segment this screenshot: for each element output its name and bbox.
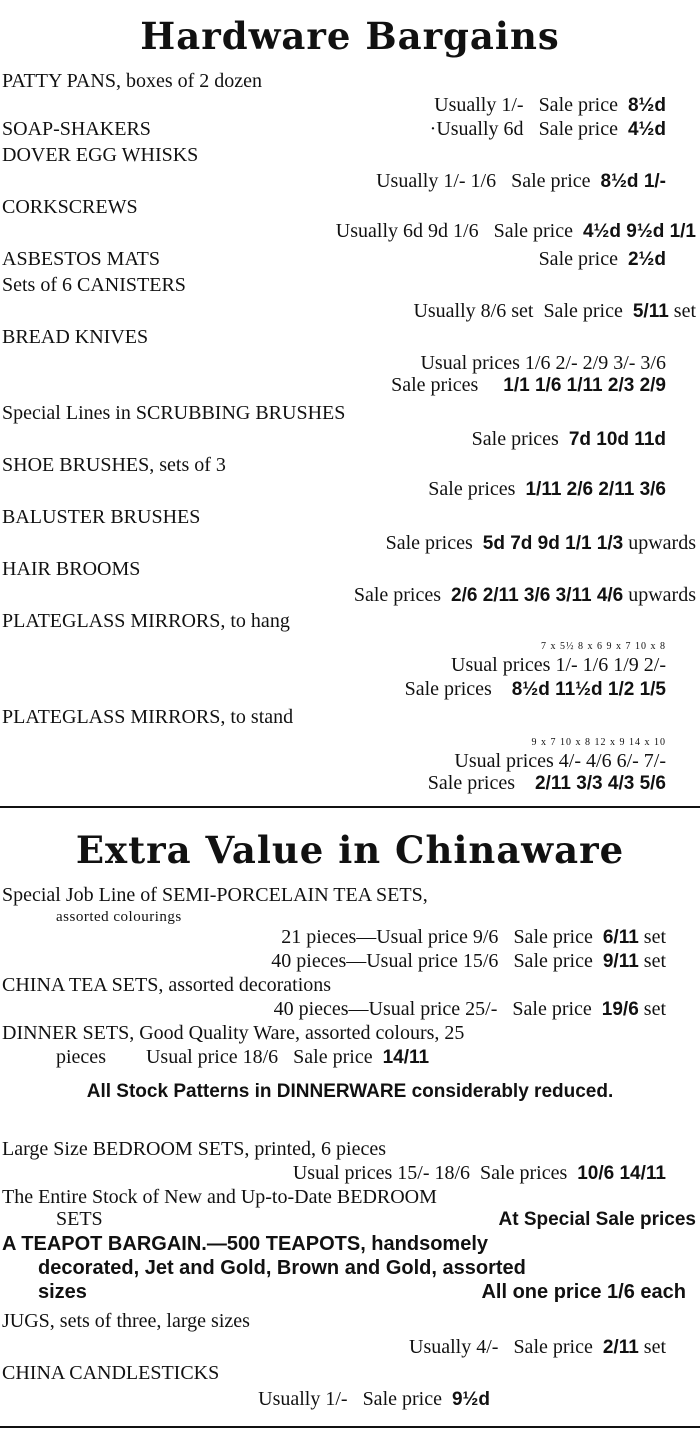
mirrors-hang-sizes: 7 x 5½ 8 x 6 9 x 7 10 x 8 bbox=[541, 641, 666, 652]
asbestos-mats-name: ASBESTOS MATS bbox=[2, 248, 161, 270]
dinner-sets-prices: pieces Usual price 18/6 Sale price 14/11 bbox=[56, 1046, 430, 1068]
candlesticks-name: CHINA CANDLESTICKS bbox=[2, 1362, 220, 1384]
mirrors-stand-name: PLATEGLASS MIRRORS, to stand bbox=[2, 706, 294, 728]
bedroom-sets-prices: Usual prices 15/- 18/6 Sale prices 10/6 14/11 bbox=[292, 1162, 666, 1184]
shoe-brushes-prices: Sale prices 1/11 2/6 2/11 3/6 bbox=[428, 478, 666, 500]
patty-pans-name: PATTY PANS, boxes of 2 dozen bbox=[2, 70, 263, 92]
entire-stock-cont: SETS bbox=[56, 1208, 103, 1230]
chinaware-title: Extra Value in Chinaware bbox=[75, 828, 625, 872]
hair-brooms-name: HAIR BROOMS bbox=[2, 558, 141, 580]
baluster-brushes-prices: Sale prices 5d 7d 9d 1/1 1/3 upwards bbox=[385, 532, 696, 554]
teapot-bargain-price: All one price 1/6 each bbox=[481, 1281, 686, 1303]
mirrors-hang-usual: Usual prices 1/- 1/6 1/9 2/- bbox=[451, 654, 666, 676]
teapot-bargain-line1: A TEAPOT BARGAIN.—500 TEAPOTS, handsomely bbox=[2, 1233, 489, 1255]
bread-knives-usual: Usual prices 1/6 2/- 2/9 3/- 3/6 bbox=[420, 352, 666, 374]
mirrors-stand-sale: Sale prices 2/11 3/3 4/3 5/6 bbox=[427, 772, 666, 794]
mirrors-hang-name: PLATEGLASS MIRRORS, to hang bbox=[2, 610, 290, 632]
baluster-brushes-name: BALUSTER BRUSHES bbox=[2, 506, 201, 528]
mirrors-stand-sizes: 9 x 7 10 x 8 12 x 9 14 x 10 bbox=[531, 737, 666, 748]
section-divider bbox=[0, 806, 700, 808]
shoe-brushes-name: SHOE BRUSHES, sets of 3 bbox=[2, 454, 226, 476]
semi-porcelain-21: 21 pieces—Usual price 9/6 Sale price 6/11 set bbox=[281, 926, 666, 948]
candlesticks-prices: Usually 1/- Sale price 9½d bbox=[258, 1388, 490, 1410]
teapot-bargain-line2: decorated, Jet and Gold, Brown and Gold, assorted bbox=[38, 1257, 526, 1279]
bottom-rule bbox=[0, 1426, 700, 1428]
china-tea-sets-name: CHINA TEA SETS, assorted decorations bbox=[2, 974, 332, 996]
patty-pans-prices: Usually 1/- Sale price 8½d bbox=[434, 94, 666, 116]
corkscrews-prices: Usually 6d 9d 1/6 Sale price 4½d 9½d 1/1 bbox=[335, 220, 696, 242]
dinnerware-notice: All Stock Patterns in DINNERWARE considerably reduced. bbox=[86, 1081, 614, 1102]
bread-knives-name: BREAD KNIVES bbox=[2, 326, 149, 348]
egg-whisks-name: DOVER EGG WHISKS bbox=[2, 144, 199, 166]
mirrors-hang-sale: Sale prices 8½d 11½d 1/2 1/5 bbox=[404, 678, 666, 700]
scrubbing-brushes-name: Special Lines in SCRUBBING BRUSHES bbox=[2, 402, 346, 424]
bread-knives-sale: Sale prices 1/1 1/6 1/11 2/3 2/9 bbox=[391, 374, 666, 396]
bedroom-sets-name: Large Size BEDROOM SETS, printed, 6 pieces bbox=[2, 1138, 387, 1160]
soap-shakers-name: SOAP-SHAKERS bbox=[2, 118, 151, 140]
semi-porcelain-sub: assorted colourings bbox=[56, 909, 182, 925]
canisters-name: Sets of 6 CANISTERS bbox=[2, 274, 186, 296]
hardware-title: Hardware Bargains bbox=[140, 14, 560, 58]
china-tea-sets-prices: 40 pieces—Usual price 25/- Sale price 19/6 set bbox=[273, 998, 666, 1020]
jugs-prices: Usually 4/- Sale price 2/11 set bbox=[409, 1336, 666, 1358]
corkscrews-name: CORKSCREWS bbox=[2, 196, 138, 218]
egg-whisks-prices: Usually 1/- 1/6 Sale price 8½d 1/- bbox=[376, 170, 666, 192]
dinner-sets-name: DINNER SETS, Good Quality Ware, assorted colours, 25 bbox=[2, 1022, 465, 1044]
canisters-prices: Usually 8/6 set Sale price 5/11 set bbox=[413, 300, 696, 322]
asbestos-mats-prices: Sale price 2½d bbox=[538, 248, 666, 270]
semi-porcelain-40: 40 pieces—Usual price 15/6 Sale price 9/11 set bbox=[271, 950, 666, 972]
soap-shakers-prices: ·Usually 6d Sale price 4½d bbox=[429, 118, 666, 140]
teapot-bargain-line3: sizes bbox=[38, 1281, 87, 1303]
scrubbing-brushes-prices: Sale prices 7d 10d 11d bbox=[471, 428, 666, 450]
mirrors-stand-usual: Usual prices 4/- 4/6 6/- 7/- bbox=[454, 750, 666, 772]
hair-brooms-prices: Sale prices 2/6 2/11 3/6 3/11 4/6 upwards bbox=[353, 584, 696, 606]
entire-stock-sale: At Special Sale prices bbox=[498, 1209, 696, 1230]
semi-porcelain-name: Special Job Line of SEMI-PORCELAIN TEA SETS, bbox=[2, 884, 428, 906]
entire-stock-name: The Entire Stock of New and Up-to-Date BEDROOM bbox=[2, 1186, 437, 1208]
jugs-name: JUGS, sets of three, large sizes bbox=[2, 1310, 250, 1332]
